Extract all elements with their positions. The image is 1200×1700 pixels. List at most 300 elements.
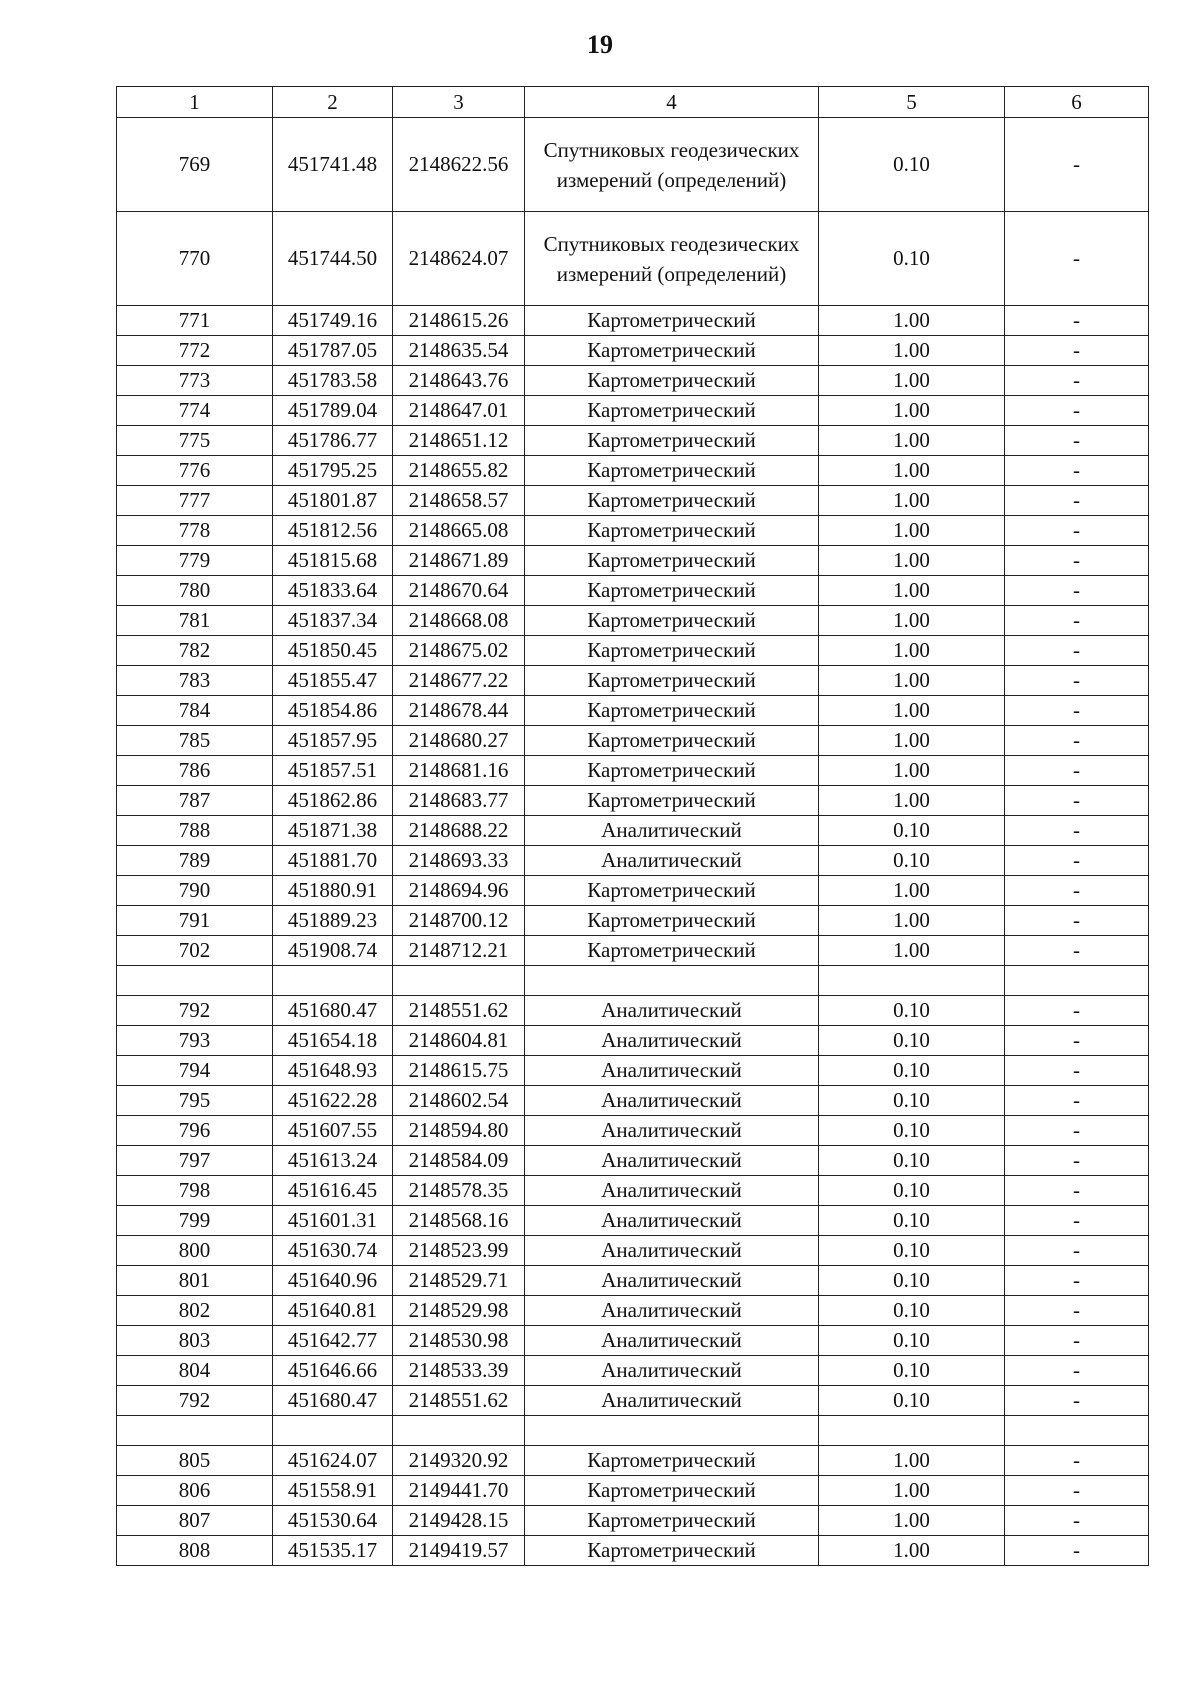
note-cell: - [1005,1296,1149,1326]
point-number-cell: 778 [117,516,273,546]
y-coordinate-cell: 2148658.57 [393,486,525,516]
method-cell: Картометрический [525,486,819,516]
y-coordinate-cell: 2148693.33 [393,846,525,876]
x-coordinate-cell: 451889.23 [273,906,393,936]
empty-cell [117,1416,273,1446]
point-number-cell: 791 [117,906,273,936]
y-coordinate-cell: 2148604.81 [393,1026,525,1056]
accuracy-cell: 1.00 [819,306,1005,336]
point-number-cell: 785 [117,726,273,756]
method-cell: Аналитический [525,1296,819,1326]
x-coordinate-cell: 451789.04 [273,396,393,426]
y-coordinate-cell: 2148594.80 [393,1116,525,1146]
y-coordinate-cell: 2148712.21 [393,936,525,966]
point-number-cell: 771 [117,306,273,336]
note-cell: - [1005,306,1149,336]
method-cell: Картометрический [525,786,819,816]
method-cell: Картометрический [525,756,819,786]
table-row [117,1476,1149,1506]
method-cell: Аналитический [525,996,819,1026]
point-number-cell: 772 [117,336,273,366]
y-coordinate-cell: 2149428.15 [393,1506,525,1536]
table-row [117,1536,1149,1566]
y-coordinate-cell: 2148668.08 [393,606,525,636]
x-coordinate-cell: 451801.87 [273,486,393,516]
y-coordinate-cell: 2148651.12 [393,426,525,456]
method-cell: Картометрический [525,1476,819,1506]
y-coordinate-cell: 2148533.39 [393,1356,525,1386]
table-row [117,816,1149,846]
table-row [117,1056,1149,1086]
note-cell: - [1005,1446,1149,1476]
method-cell: Картометрический [525,396,819,426]
method-cell: Аналитический [525,1056,819,1086]
x-coordinate-cell: 451680.47 [273,1386,393,1416]
accuracy-cell: 1.00 [819,636,1005,666]
method-cell: Аналитический [525,1386,819,1416]
note-cell: - [1005,606,1149,636]
accuracy-cell: 0.10 [819,118,1005,212]
point-number-cell: 784 [117,696,273,726]
x-coordinate-cell: 451744.50 [273,212,393,306]
x-coordinate-cell: 451530.64 [273,1506,393,1536]
point-number-cell: 803 [117,1326,273,1356]
method-cell: Картометрический [525,1446,819,1476]
table-row [117,876,1149,906]
point-number-cell: 799 [117,1206,273,1236]
accuracy-cell: 1.00 [819,1506,1005,1536]
table-row-separator [117,966,1149,996]
point-number-cell: 782 [117,636,273,666]
y-coordinate-cell: 2148688.22 [393,816,525,846]
point-number-cell: 774 [117,396,273,426]
accuracy-cell: 1.00 [819,336,1005,366]
note-cell: - [1005,456,1149,486]
note-cell: - [1005,1026,1149,1056]
method-cell: Картометрический [525,306,819,336]
y-coordinate-cell: 2149441.70 [393,1476,525,1506]
note-cell: - [1005,1056,1149,1086]
point-number-cell: 787 [117,786,273,816]
point-number-cell: 702 [117,936,273,966]
point-number-cell: 804 [117,1356,273,1386]
x-coordinate-cell: 451815.68 [273,546,393,576]
note-cell: - [1005,696,1149,726]
accuracy-cell: 1.00 [819,936,1005,966]
accuracy-cell: 1.00 [819,1446,1005,1476]
table-row [117,1026,1149,1056]
table-row [117,1296,1149,1326]
point-number-cell: 794 [117,1056,273,1086]
accuracy-cell: 0.10 [819,846,1005,876]
header-col-1: 1 [117,87,273,118]
note-cell: - [1005,906,1149,936]
accuracy-cell: 1.00 [819,1476,1005,1506]
note-cell: - [1005,516,1149,546]
method-cell: Аналитический [525,1176,819,1206]
point-number-cell: 775 [117,426,273,456]
note-cell: - [1005,1086,1149,1116]
page-number: 19 [587,30,613,59]
empty-cell [393,1416,525,1446]
method-cell: Картометрический [525,1506,819,1536]
note-cell: - [1005,576,1149,606]
accuracy-cell: 1.00 [819,426,1005,456]
point-number-cell: 807 [117,1506,273,1536]
note-cell: - [1005,336,1149,366]
accuracy-cell: 1.00 [819,906,1005,936]
point-number-cell: 783 [117,666,273,696]
note-cell: - [1005,1356,1149,1386]
y-coordinate-cell: 2148647.01 [393,396,525,426]
x-coordinate-cell: 451787.05 [273,336,393,366]
accuracy-cell: 0.10 [819,212,1005,306]
method-cell: Аналитический [525,846,819,876]
y-coordinate-cell: 2149419.57 [393,1536,525,1566]
table-row [117,726,1149,756]
method-cell: Картометрический [525,516,819,546]
x-coordinate-cell: 451854.86 [273,696,393,726]
accuracy-cell: 1.00 [819,876,1005,906]
point-number-cell: 806 [117,1476,273,1506]
table-row [117,1356,1149,1386]
y-coordinate-cell: 2148615.75 [393,1056,525,1086]
accuracy-cell: 0.10 [819,1146,1005,1176]
note-cell: - [1005,546,1149,576]
note-cell: - [1005,1236,1149,1266]
note-cell: - [1005,876,1149,906]
note-cell: - [1005,1176,1149,1206]
y-coordinate-cell: 2148529.71 [393,1266,525,1296]
note-cell: - [1005,366,1149,396]
method-cell: Спутниковых геодезических измерений (определений) [525,118,819,212]
y-coordinate-cell: 2148678.44 [393,696,525,726]
method-cell: Картометрический [525,726,819,756]
x-coordinate-cell: 451646.66 [273,1356,393,1386]
table-row [117,606,1149,636]
accuracy-cell: 0.10 [819,1356,1005,1386]
y-coordinate-cell: 2148670.64 [393,576,525,606]
accuracy-cell: 1.00 [819,456,1005,486]
y-coordinate-cell: 2148643.76 [393,366,525,396]
table-row [117,546,1149,576]
accuracy-cell: 0.10 [819,1236,1005,1266]
table-row [117,1206,1149,1236]
empty-cell [819,1416,1005,1446]
x-coordinate-cell: 451833.64 [273,576,393,606]
method-cell: Спутниковых геодезических измерений (определений) [525,212,819,306]
table-row [117,936,1149,966]
table-row [117,212,1149,306]
x-coordinate-cell: 451630.74 [273,1236,393,1266]
method-cell: Картометрический [525,876,819,906]
accuracy-cell: 0.10 [819,1116,1005,1146]
note-cell: - [1005,816,1149,846]
method-cell: Картометрический [525,336,819,366]
y-coordinate-cell: 2148624.07 [393,212,525,306]
method-cell: Аналитический [525,1146,819,1176]
note-cell: - [1005,1206,1149,1236]
accuracy-cell: 1.00 [819,576,1005,606]
accuracy-cell: 1.00 [819,606,1005,636]
accuracy-cell: 1.00 [819,726,1005,756]
x-coordinate-cell: 451837.34 [273,606,393,636]
table-row [117,118,1149,212]
accuracy-cell: 0.10 [819,816,1005,846]
method-cell: Картометрический [525,636,819,666]
table-row [117,426,1149,456]
table-row [117,1506,1149,1536]
x-coordinate-cell: 451871.38 [273,816,393,846]
x-coordinate-cell: 451881.70 [273,846,393,876]
empty-cell [273,966,393,996]
table-row [117,366,1149,396]
table-row [117,1386,1149,1416]
x-coordinate-cell: 451862.86 [273,786,393,816]
point-number-cell: 792 [117,1386,273,1416]
y-coordinate-cell: 2148665.08 [393,516,525,546]
y-coordinate-cell: 2148615.26 [393,306,525,336]
point-number-cell: 776 [117,456,273,486]
note-cell: - [1005,212,1149,306]
empty-cell [525,966,819,996]
accuracy-cell: 0.10 [819,1176,1005,1206]
x-coordinate-cell: 451857.95 [273,726,393,756]
table-row [117,906,1149,936]
method-cell: Картометрический [525,696,819,726]
x-coordinate-cell: 451850.45 [273,636,393,666]
note-cell: - [1005,666,1149,696]
table-body [117,118,1149,1566]
table-row [117,846,1149,876]
y-coordinate-cell: 2148529.98 [393,1296,525,1326]
accuracy-cell: 0.10 [819,996,1005,1026]
point-number-cell: 789 [117,846,273,876]
empty-cell [1005,966,1149,996]
empty-cell [273,1416,393,1446]
method-cell: Аналитический [525,1026,819,1056]
point-number-cell: 790 [117,876,273,906]
note-cell: - [1005,396,1149,426]
x-coordinate-cell: 451783.58 [273,366,393,396]
accuracy-cell: 1.00 [819,696,1005,726]
accuracy-cell: 0.10 [819,1056,1005,1086]
accuracy-cell: 1.00 [819,1536,1005,1566]
point-number-cell: 802 [117,1296,273,1326]
header-col-6: 6 [1005,87,1149,118]
point-number-cell: 777 [117,486,273,516]
point-number-cell: 770 [117,212,273,306]
table-row [117,666,1149,696]
table-row [117,1146,1149,1176]
table-row [117,1116,1149,1146]
x-coordinate-cell: 451642.77 [273,1326,393,1356]
table-row-separator [117,1416,1149,1446]
y-coordinate-cell: 2148523.99 [393,1236,525,1266]
x-coordinate-cell: 451616.45 [273,1176,393,1206]
method-cell: Аналитический [525,816,819,846]
note-cell: - [1005,756,1149,786]
method-cell: Картометрический [525,606,819,636]
x-coordinate-cell: 451680.47 [273,996,393,1026]
x-coordinate-cell: 451812.56 [273,516,393,546]
empty-cell [1005,1416,1149,1446]
method-cell: Картометрический [525,936,819,966]
table-row [117,636,1149,666]
x-coordinate-cell: 451857.51 [273,756,393,786]
x-coordinate-cell: 451795.25 [273,456,393,486]
x-coordinate-cell: 451607.55 [273,1116,393,1146]
accuracy-cell: 0.10 [819,1326,1005,1356]
method-cell: Картометрический [525,906,819,936]
x-coordinate-cell: 451648.93 [273,1056,393,1086]
note-cell: - [1005,118,1149,212]
method-cell: Картометрический [525,1536,819,1566]
y-coordinate-cell: 2148700.12 [393,906,525,936]
header-col-5: 5 [819,87,1005,118]
y-coordinate-cell: 2148681.16 [393,756,525,786]
method-cell: Картометрический [525,546,819,576]
point-number-cell: 797 [117,1146,273,1176]
table-row [117,1266,1149,1296]
note-cell: - [1005,1146,1149,1176]
accuracy-cell: 0.10 [819,1206,1005,1236]
table-row [117,696,1149,726]
note-cell: - [1005,996,1149,1026]
point-number-cell: 786 [117,756,273,786]
x-coordinate-cell: 451558.91 [273,1476,393,1506]
table-row [117,1176,1149,1206]
x-coordinate-cell: 451786.77 [273,426,393,456]
method-cell: Картометрический [525,576,819,606]
point-number-cell: 798 [117,1176,273,1206]
note-cell: - [1005,1386,1149,1416]
table-row [117,306,1149,336]
method-cell: Аналитический [525,1356,819,1386]
x-coordinate-cell: 451640.81 [273,1296,393,1326]
table-row [117,1086,1149,1116]
header-col-4: 4 [525,87,819,118]
x-coordinate-cell: 451880.91 [273,876,393,906]
note-cell: - [1005,726,1149,756]
table-row [117,996,1149,1026]
x-coordinate-cell: 451640.96 [273,1266,393,1296]
method-cell: Аналитический [525,1116,819,1146]
point-number-cell: 801 [117,1266,273,1296]
table-row [117,516,1149,546]
x-coordinate-cell: 451741.48 [273,118,393,212]
x-coordinate-cell: 451855.47 [273,666,393,696]
x-coordinate-cell: 451624.07 [273,1446,393,1476]
x-coordinate-cell: 451749.16 [273,306,393,336]
y-coordinate-cell: 2148568.16 [393,1206,525,1236]
x-coordinate-cell: 451535.17 [273,1536,393,1566]
empty-cell [117,966,273,996]
table-row [117,456,1149,486]
accuracy-cell: 1.00 [819,516,1005,546]
accuracy-cell: 1.00 [819,666,1005,696]
header-col-2: 2 [273,87,393,118]
point-number-cell: 793 [117,1026,273,1056]
point-number-cell: 780 [117,576,273,606]
method-cell: Аналитический [525,1266,819,1296]
accuracy-cell: 0.10 [819,1296,1005,1326]
method-cell: Аналитический [525,1236,819,1266]
table-row [117,1446,1149,1476]
x-coordinate-cell: 451908.74 [273,936,393,966]
note-cell: - [1005,1536,1149,1566]
point-number-cell: 781 [117,606,273,636]
empty-cell [393,966,525,996]
point-number-cell: 792 [117,996,273,1026]
accuracy-cell: 1.00 [819,756,1005,786]
point-number-cell: 808 [117,1536,273,1566]
y-coordinate-cell: 2148551.62 [393,1386,525,1416]
point-number-cell: 805 [117,1446,273,1476]
note-cell: - [1005,1266,1149,1296]
note-cell: - [1005,936,1149,966]
table-row [117,756,1149,786]
point-number-cell: 769 [117,118,273,212]
note-cell: - [1005,486,1149,516]
point-number-cell: 795 [117,1086,273,1116]
accuracy-cell: 1.00 [819,396,1005,426]
method-cell: Аналитический [525,1326,819,1356]
y-coordinate-cell: 2148622.56 [393,118,525,212]
note-cell: - [1005,846,1149,876]
accuracy-cell: 1.00 [819,486,1005,516]
note-cell: - [1005,786,1149,816]
point-number-cell: 773 [117,366,273,396]
x-coordinate-cell: 451654.18 [273,1026,393,1056]
note-cell: - [1005,426,1149,456]
accuracy-cell: 0.10 [819,1266,1005,1296]
y-coordinate-cell: 2148578.35 [393,1176,525,1206]
accuracy-cell: 0.10 [819,1086,1005,1116]
point-number-cell: 800 [117,1236,273,1266]
method-cell: Картометрический [525,426,819,456]
coordinates-table [116,86,1149,1566]
y-coordinate-cell: 2149320.92 [393,1446,525,1476]
table-row [117,396,1149,426]
y-coordinate-cell: 2148655.82 [393,456,525,486]
method-cell: Картометрический [525,666,819,696]
note-cell: - [1005,1506,1149,1536]
accuracy-cell: 1.00 [819,366,1005,396]
x-coordinate-cell: 451601.31 [273,1206,393,1236]
header-col-3: 3 [393,87,525,118]
accuracy-cell: 0.10 [819,1386,1005,1416]
table-row [117,786,1149,816]
point-number-cell: 779 [117,546,273,576]
accuracy-cell: 1.00 [819,786,1005,816]
y-coordinate-cell: 2148694.96 [393,876,525,906]
note-cell: - [1005,1476,1149,1506]
y-coordinate-cell: 2148683.77 [393,786,525,816]
method-cell: Аналитический [525,1206,819,1236]
y-coordinate-cell: 2148530.98 [393,1326,525,1356]
point-number-cell: 788 [117,816,273,846]
empty-cell [525,1416,819,1446]
table-row [117,576,1149,606]
note-cell: - [1005,1116,1149,1146]
y-coordinate-cell: 2148602.54 [393,1086,525,1116]
table-row [117,486,1149,516]
y-coordinate-cell: 2148680.27 [393,726,525,756]
x-coordinate-cell: 451613.24 [273,1146,393,1176]
table-row [117,336,1149,366]
y-coordinate-cell: 2148635.54 [393,336,525,366]
